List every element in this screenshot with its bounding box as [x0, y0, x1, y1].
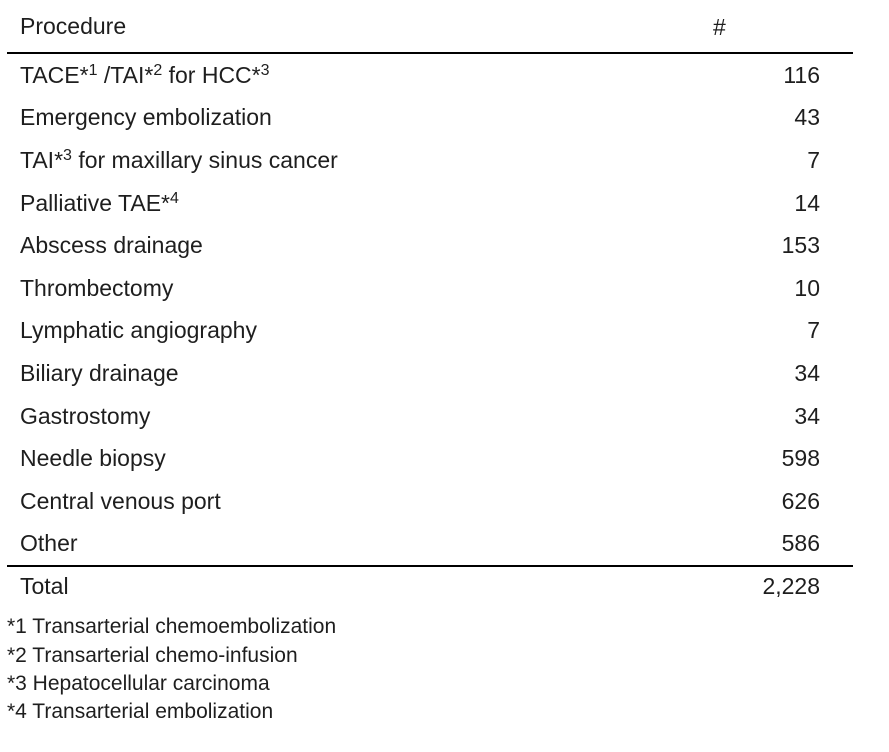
procedure-name: Other [20, 530, 78, 557]
procedure-name: TACE*$^1$ /TAI*$^2$ for HCC*$^3$ [20, 61, 270, 88]
procedure-name: Lymphatic angiography [20, 317, 257, 344]
procedure-name: Central venous port [20, 487, 221, 514]
footnote: *2 Transarterial chemo-infusion [7, 643, 298, 667]
table-row [7, 267, 853, 310]
procedure-name: TAI*$^3$ for maxillary sinus cancer [20, 146, 338, 173]
procedure-count: 598 [781, 445, 820, 472]
footnote: *4 Transarterial embolization [7, 700, 274, 724]
total-row [7, 567, 853, 605]
table-row [7, 480, 853, 523]
table-row [7, 182, 853, 225]
total-label: Total [20, 572, 69, 599]
procedure-count: 153 [781, 232, 820, 259]
procedure-count: 626 [781, 487, 820, 514]
procedure-name: Needle biopsy [20, 445, 166, 472]
table-row [7, 352, 853, 395]
table-row [7, 139, 853, 182]
footnote: *3 Hepatocellular carcinoma [7, 671, 270, 695]
table-header-row [7, 0, 853, 52]
procedure-name: Thrombectomy [20, 274, 174, 301]
table-row [7, 437, 853, 480]
table-body [7, 54, 853, 565]
procedure-count: 7 [807, 146, 820, 173]
column-header-count: # [713, 14, 726, 40]
procedure-count: 34 [794, 402, 820, 429]
procedure-count: 14 [794, 189, 820, 216]
procedure-count: 43 [794, 104, 820, 131]
procedure-name: Biliary drainage [20, 359, 179, 386]
procedure-name: Palliative TAE*$^4$ [20, 189, 179, 216]
procedure-count: 7 [807, 317, 820, 344]
procedure-count: 586 [781, 530, 820, 557]
table-row [7, 395, 853, 438]
procedure-name: Emergency embolization [20, 104, 272, 131]
table-row [7, 310, 853, 353]
total-count: 2,228 [762, 572, 820, 599]
table-row [7, 97, 853, 140]
footnote: *1 Transarterial chemoembolization [7, 615, 337, 639]
table-row [7, 523, 853, 566]
procedure-count: 10 [794, 274, 820, 301]
table-row [7, 54, 853, 97]
procedure-count: 116 [783, 61, 820, 88]
procedure-count: 34 [794, 359, 820, 386]
column-header-procedure: Procedure [20, 12, 127, 39]
procedures-table-figure [7, 0, 853, 727]
procedure-name: Gastrostomy [20, 402, 151, 429]
table-row [7, 224, 853, 267]
procedure-name: Abscess drainage [20, 232, 203, 259]
footnotes-block [7, 613, 853, 727]
